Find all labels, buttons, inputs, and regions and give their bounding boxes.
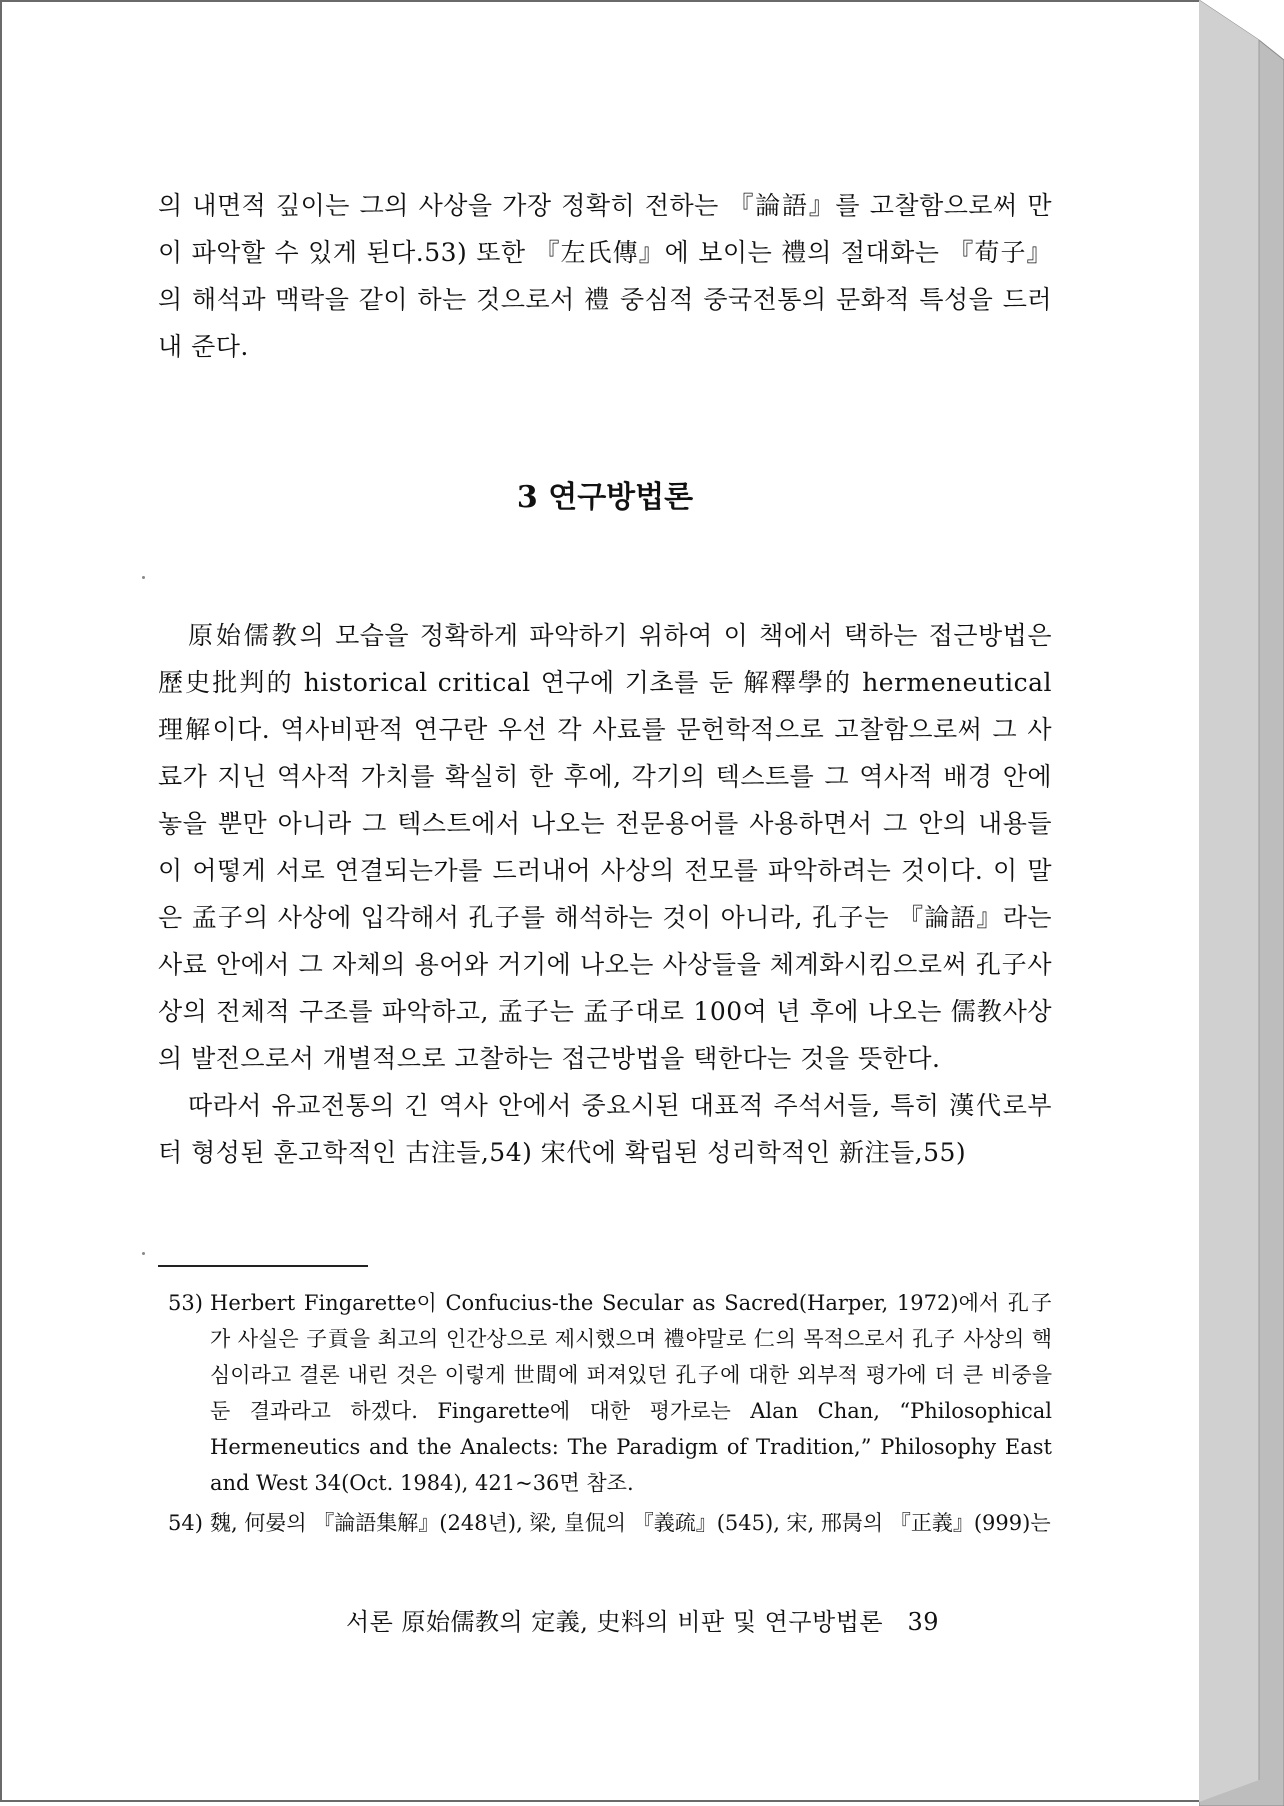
section-body bbox=[158, 612, 1052, 1176]
footnotes bbox=[168, 1285, 1052, 1545]
footnote-54 bbox=[168, 1505, 1052, 1541]
footnote-53 bbox=[168, 1285, 1052, 1501]
page-stack-edge bbox=[1199, 0, 1284, 1806]
page-content bbox=[158, 182, 1052, 1535]
section-title: 3 연구방법론 bbox=[516, 480, 694, 515]
paragraph-2: 따라서 유교전통의 긴 역사 안에서 중요시된 대표적 주석서들, 특히 漢代로부터 형성된 훈고학적인 古注들,54) 宋代에 확립된 성리학적인 新注들,55) bbox=[158, 1091, 1052, 1167]
footnote-text: Herbert Fingarette이 Confucius-the Secular as Sacred(Harper, 1972)에서 孔子가 사실은 子貢을 최고의 인간상으로 제시했으며 禮야말로 仁의 목적으로서 孔子 사상의 핵심이라고 결론 내린 것은 이렇게 世間에 퍼져있던 孔子에 대한 외부적 평가에 더 큰 비중을 둔 결과라고 하겠다. Fingarette에 대한 평가로는 Alan Chan, “Philosophical Hermeneutics and the Analects: The Paradigm of Tradition,” Philosophy East and West 34(Oct. 1984), 421~36면 참조. bbox=[210, 1291, 1052, 1495]
footnote-number: 53) bbox=[168, 1291, 203, 1315]
footnote-number: 54) bbox=[168, 1511, 203, 1535]
paragraph-top: 의 내면적 깊이는 그의 사상을 가장 정확히 전하는 『論語』를 고찰함으로써 만이 파악할 수 있게 된다.53) 또한 『左氏傳』에 보이는 禮의 절대화는 『荀子』의 해석과 맥락을 같이 하는 것으로서 禮 중심적 중국전통의 문화적 특성을 드러내 준다. bbox=[158, 191, 1052, 361]
running-footer bbox=[346, 1602, 939, 1637]
footnote-text: 魏, 何晏의 『論語集解』(248년), 梁, 皇侃의 『義疏』(545), 宋, 邢昺의 『正義』(999)는 bbox=[210, 1511, 1051, 1535]
paragraph-1: 原始儒教의 모습을 정확하게 파악하기 위하여 이 책에서 택하는 접근방법은 歷史批判的 historical critical 연구에 기초를 둔 解釋學的 hermeneutical 理解이다. 역사비판적 연구란 우선 각 사료를 문헌학적으로 고찰함으로써 그 사료가 지닌 역사적 가치를 확실히 한 후에, 각기의 텍스트를 그 역사적 배경 안에 놓을 뿐만 아니라 그 텍스트에서 나오는 전문용어를 사용하면서 그 안의 내용들이 어떻게 서로 연결되는가를 드러내어 사상의 전모를 파악하려는 것이다. 이 말은 孟子의 사상에 입각해서 孔子를 해석하는 것이 아니라, 孔子는 『論語』라는 사료 안에서 그 자체의 용어와 거기에 나오는 사상들을 체계화시킴으로써 孔子사상의 전체적 구조를 파악하고, 孟子는 孟子대로 100여 년 후에 나오는 儒教사상의 발전으로서 개별적으로 고찰하는 접근방법을 택한다는 것을 뜻한다. bbox=[158, 621, 1052, 1073]
scan-speck bbox=[142, 1252, 145, 1255]
footer-text: 서론 原始儒教의 定義, 史料의 비판 및 연구방법론 bbox=[345, 1608, 884, 1636]
scan-speck bbox=[142, 576, 145, 579]
page-number: 39 bbox=[907, 1608, 939, 1636]
footnote-divider bbox=[158, 1265, 368, 1267]
